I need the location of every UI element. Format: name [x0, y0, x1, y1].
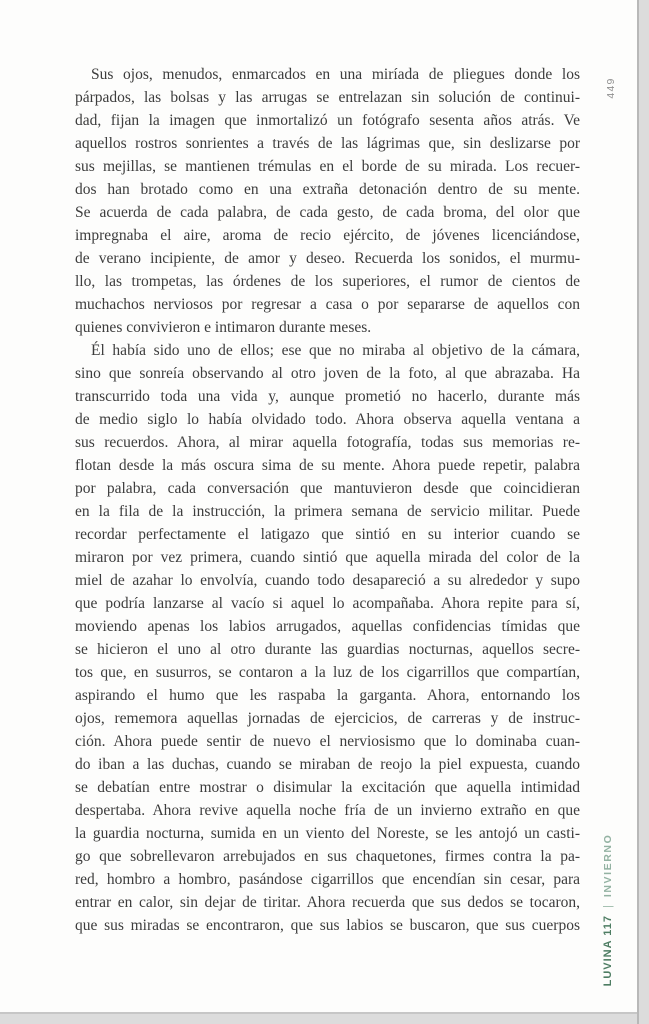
text-line: red, hombro a hombro, pasándose cigarrillos que encendían sin cesar, para	[75, 871, 580, 888]
page-number: 449	[605, 77, 617, 99]
text-line: miraron por vez primera, cuando sintió que aquella mirada del color de la	[75, 549, 580, 566]
body-text	[75, 63, 580, 937]
text-line: do iban a las duchas, cuando se miraban de reojo la piel expuesta, cuando	[75, 756, 580, 773]
page-edge-right	[637, 0, 649, 1024]
text-line: dad, fijan la imagen que inmortalizó un fotógrafo sesenta años atrás. Ve	[75, 112, 580, 129]
text-line: que podría lanzarse al vacío si aquel lo acompañaba. Ahora repite para sí,	[75, 595, 580, 612]
text-line: aquellos rostros sonrientes a través de las lágrimas que, sin deslizarse por	[75, 135, 580, 152]
text-line: aspirando el humo que les raspaba la garganta. Ahora, entornando los	[75, 687, 580, 704]
text-line: sus mejillas, se mantienen trémulas en el borde de su mirada. Los recuer-	[75, 158, 580, 175]
journal-title: LUVINA 117	[602, 915, 614, 987]
text-line: Él había sido uno de ellos; ese que no miraba al objetivo de la cámara,	[91, 342, 580, 359]
text-line: despertaba. Ahora revive aquella noche fría de un invierno extraño en que	[75, 802, 580, 819]
text-line: llo, las trompetas, las órdenes de los superiores, el rumor de cientos de	[75, 273, 580, 290]
text-line: go que sobrellevaron arrebujados en sus chaquetones, firmes contra la pa-	[75, 848, 580, 865]
text-line: miel de azahar lo envolvía, cuando todo desapareció a su alrededor y supo	[75, 572, 580, 589]
page-edge-bottom	[0, 1012, 637, 1024]
text-line: recordar perfectamente el latigazo que sintió en su interior cuando se	[75, 526, 580, 543]
text-line: flotan desde la más oscura sima de su mente. Ahora puede repetir, palabra	[75, 457, 580, 474]
text-line: sus recuerdos. Ahora, al mirar aquella fotografía, todas sus memorias re-	[75, 434, 580, 451]
text-line: se hicieron el uno al otro durante las guardias nocturnas, aquellos secre-	[75, 641, 580, 658]
text-line: de medio siglo lo había olvidado todo. Ahora observa aquella ventana a	[75, 411, 580, 428]
text-line: que sus miradas se encontraron, que sus labios se buscaron, que sus cuerpos	[75, 917, 580, 934]
text-line: la guardia nocturna, sumida en un viento del Noreste, se les antojó un casti-	[75, 825, 580, 842]
text-line: entrar en calor, sin dejar de tiritar. Ahora recuerda que sus dedos se tocaron,	[75, 894, 580, 911]
text-line: por palabra, cada conversación que mantuvieron desde que coincidieran	[75, 480, 580, 497]
text-line: tos que, en susurros, se contaron a la luz de los cigarrillos que compartían,	[75, 664, 580, 681]
journal-separator: |	[602, 904, 614, 909]
paragraph	[75, 63, 580, 339]
text-line: impregnaba el aire, aroma de recio ejército, de jóvenes licenciándose,	[75, 227, 580, 244]
text-line: se debatían entre mostrar o disimular la excitación que aquella intimidad	[75, 779, 580, 796]
text-line: dos han brotado como en una extraña detonación dentro de su mente.	[75, 181, 580, 198]
text-line: muchachos nerviosos por regresar a casa o por separarse de aquellos con	[75, 296, 580, 313]
text-line: quienes convivieron e intimaron durante meses.	[75, 319, 372, 336]
text-line: ción. Ahora puede sentir de nuevo el nerviosismo que lo dominaba cuan-	[75, 733, 580, 750]
text-line: párpados, las bolsas y las arrugas se entrelazan sin solución de continui-	[75, 89, 580, 106]
text-line: ojos, rememora aquellas jornadas de ejercicios, de carreras y de instruc-	[75, 710, 580, 727]
text-line: de verano incipiente, de amor y deseo. Recuerda los sonidos, el murmu-	[75, 250, 580, 267]
journal-footer	[602, 834, 614, 987]
text-line: Se acuerda de cada palabra, de cada gesto, de cada broma, del olor que	[75, 204, 580, 221]
text-line: transcurrido toda una vida y, aunque prometió no hacerlo, durante más	[75, 388, 580, 405]
text-line: sino que sonreía observando al otro joven de la foto, al que abrazaba. Ha	[75, 365, 580, 382]
paragraph	[75, 339, 580, 937]
journal-season: INVIERNO	[602, 833, 614, 898]
text-line: Sus ojos, menudos, enmarcados en una miríada de pliegues donde los	[91, 66, 580, 83]
text-line: moviendo apenas los labios arrugados, aquellas confidencias tímidas que	[75, 618, 580, 635]
text-line: en la fila de la instrucción, la primera semana de servicio militar. Puede	[75, 503, 580, 520]
